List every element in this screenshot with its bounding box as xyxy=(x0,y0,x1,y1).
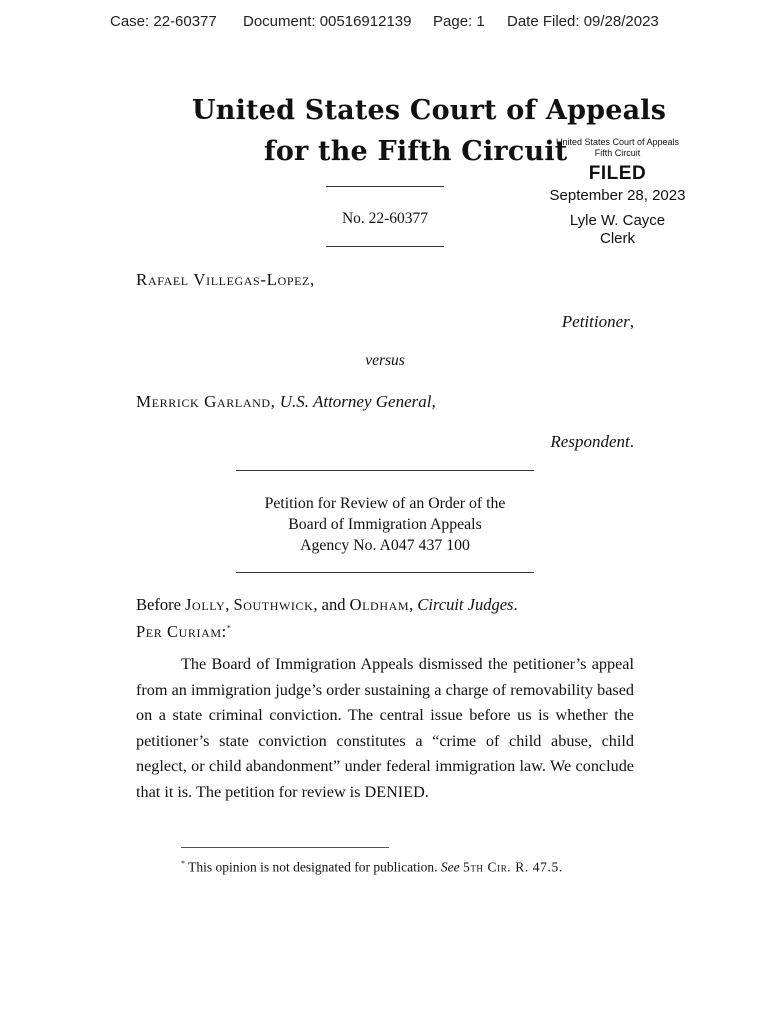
footnote-text: This opinion is not designated for publication. xyxy=(188,859,438,875)
date-filed-label: Date Filed: 09/28/2023 xyxy=(507,13,659,30)
judge-jolly: Jolly xyxy=(185,595,226,614)
petition-line1: Petition for Review of an Order of the xyxy=(264,495,506,512)
and-label: and xyxy=(321,595,346,614)
stamp-court-line2: Fifth Circuit xyxy=(594,148,641,158)
court-title-line2: for the Fifth Circuit xyxy=(264,136,568,167)
case-number: No. 22-60377 xyxy=(341,210,429,227)
petition-line3: Agency No. A047 437 100 xyxy=(300,537,470,554)
petitioner-role-line: Petitioner, xyxy=(561,312,634,331)
petition-rule-top xyxy=(236,470,534,471)
footnote-cite: 5th Cir. R. 47.5. xyxy=(462,859,563,875)
respondent-role: Respondent xyxy=(550,432,630,451)
per-curiam-line xyxy=(136,622,231,642)
clerk-title: Clerk xyxy=(599,230,635,247)
petition-rule-bottom xyxy=(236,572,534,573)
case-number-label: Case: 22-60377 xyxy=(110,13,217,30)
petitioner-name: Rafael Villegas-Lopez, xyxy=(136,270,315,289)
title-rule-top xyxy=(326,186,444,187)
panel-line: Before Jolly, Southwick, and Oldham, Circuit Judges. xyxy=(136,595,518,614)
petition-block xyxy=(136,493,634,556)
versus: versus xyxy=(365,352,405,369)
filed-stamp xyxy=(540,137,695,248)
clerk-name: Lyle W. Cayce xyxy=(569,212,666,229)
title-rule-bottom xyxy=(326,246,444,247)
per-curiam: Per Curiam: xyxy=(136,622,227,641)
page-number-label: Page: 1 xyxy=(433,13,485,30)
opinion-body xyxy=(136,652,634,805)
respondent-name: Merrick Garland, xyxy=(136,392,276,411)
petition-line2: Board of Immigration Appeals xyxy=(288,516,482,533)
filed-label: FILED xyxy=(588,163,647,184)
respondent-line: Merrick Garland, U.S. Attorney General, xyxy=(136,392,436,411)
judge-southwick: Southwick xyxy=(233,595,314,614)
per-curiam-footnote-mark: * xyxy=(226,623,232,633)
footnote-rule xyxy=(181,847,389,848)
court-title-line1: United States Court of Appeals xyxy=(192,95,667,126)
stamp-court-line1: United States Court of Appeals xyxy=(555,137,680,147)
filed-date: September 28, 2023 xyxy=(549,187,686,204)
footnote xyxy=(181,859,563,876)
petitioner-role: Petitioner xyxy=(561,312,630,331)
before-label: Before xyxy=(136,595,181,614)
footnote-mark: * xyxy=(181,859,185,868)
footnote-see: See xyxy=(440,859,460,875)
judge-oldham: Oldham xyxy=(349,595,410,614)
respondent-title: U.S. Attorney General xyxy=(279,392,432,411)
opinion-paragraph: The Board of Immigration Appeals dismissed the petitioner’s appeal from an immigration judge’s order sustaining a charge of removability based on a state criminal conviction. The central issue before us is whether the petitioner’s state conviction constitutes a “crime of child abuse, child neglect, or child abandonment” under federal immigration law. We conclude that it is. The petition for review is DENIED. xyxy=(136,655,634,801)
document-number-label: Document: 00516912139 xyxy=(243,13,412,30)
respondent-role-line: Respondent. xyxy=(550,432,634,451)
circuit-judges-label: Circuit Judges xyxy=(417,595,514,614)
